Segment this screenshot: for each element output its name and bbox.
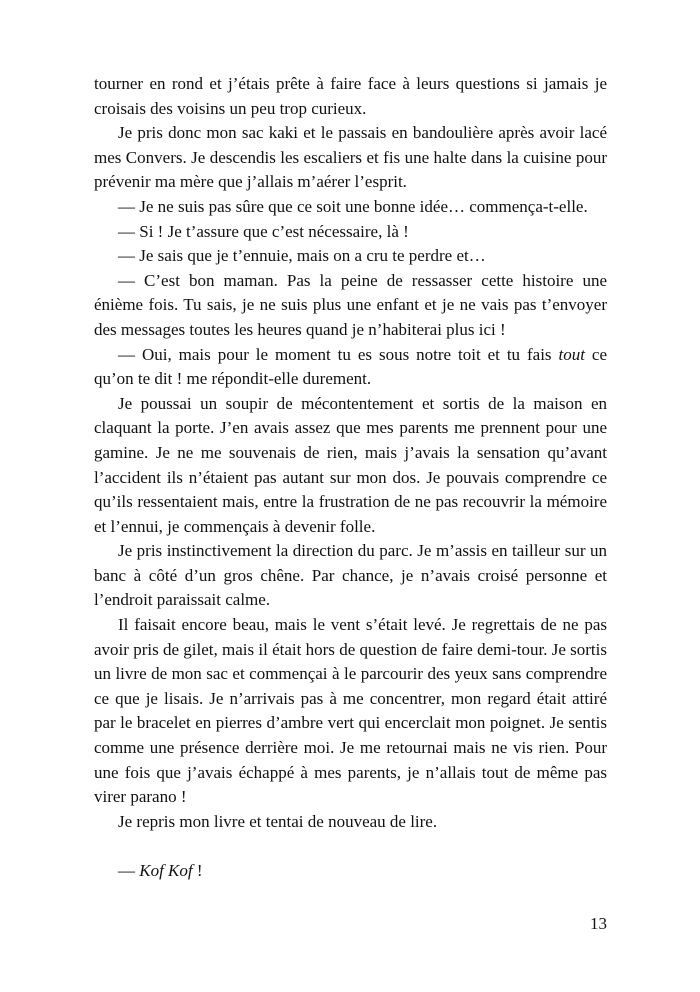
paragraph-7-end: ce qu’on te dit ! me répondit-elle durement. [94,344,607,389]
paragraph-10: Il faisait encore beau, mais le vent s’était levé. Je regrettais de ne pas avoir pris de gilet, mais il était hors de question de faire demi-tour. Je sortis un livre de mon sac et commençai à le parcourir des yeux sans comprendre ce que je lisais. Je n’arrivais pas à me concentrer, mon regard était attiré par le bracelet en pierres d’ambre vert qui encerclait mon poignet. Je sentis comme une présence derrière moi. Je me retournai mais ne vis rien. Pour une fois que j’avais échappé à mes parents, je n’allais tout de même pas virer parano ! [94,615,607,807]
paragraph-1: tourner en rond et j’étais prête à faire face à leurs questions si jamais je croisais des voisins un peu trop curieux. [94,74,607,118]
paragraph-12-emphasis: Kof Kof [139,861,193,880]
body-text [94,72,607,884]
paragraph-6: — C’est bon maman. Pas la peine de ressasser cette histoire une énième fois. Tu sais, je ne suis plus une enfant et je ne vais pas t’envoyer des messages toutes les heures quand je n’habiterai plus ici ! [94,270,607,339]
paragraph-12-end: ! [192,861,203,880]
paragraph-4: — Si ! Je t’assure que c’est nécessaire, là ! [118,221,409,241]
paragraph-5: — Je sais que je t’ennuie, mais on a cru te perdre et… [118,246,486,266]
paragraph-2: Je pris donc mon sac kaki et le passais en bandoulière après avoir lacé mes Convers. Je descendis les escaliers et fis une halte dans la cuisine pour prévenir ma mère que j’allais m’aérer l’esprit. [94,123,607,192]
paragraph-12 [94,859,607,884]
paragraph-11: Je repris mon livre et tentai de nouveau de lire. [118,811,438,831]
paragraph-7 [94,343,607,392]
paragraph-3: — Je ne suis pas sûre que ce soit une bonne idée… commença-t-elle. [118,196,588,216]
page-number: 13 [590,914,607,933]
paragraph-9: Je pris instinctivement la direction du parc. Je m’assis en tailleur sur un banc à côté d’un gros chêne. Par chance, je n’avais croisé personne et l’endroit paraissait calme. [94,541,607,610]
paragraph-7-emphasis: tout [558,344,585,364]
paragraph-7-start: — Oui, mais pour le moment tu es sous notre toit et tu fais [118,344,559,364]
paragraph-8: Je poussai un soupir de mécontentement et sortis de la maison en claquant la porte. J’en avais assez que mes parents me prennent pour une gamine. Je ne me souvenais de rien, mais j’avais la sensation qu’avant l’accident ils n’étaient pas autant sur mon dos. Je pouvais comprendre ce qu’ils ressentaient mais, entre la frustration de ne pas recouvrir la mémoire et l’ennui, je commençais à devenir folle. [94,393,607,536]
paragraph-12-start: — [118,861,140,880]
